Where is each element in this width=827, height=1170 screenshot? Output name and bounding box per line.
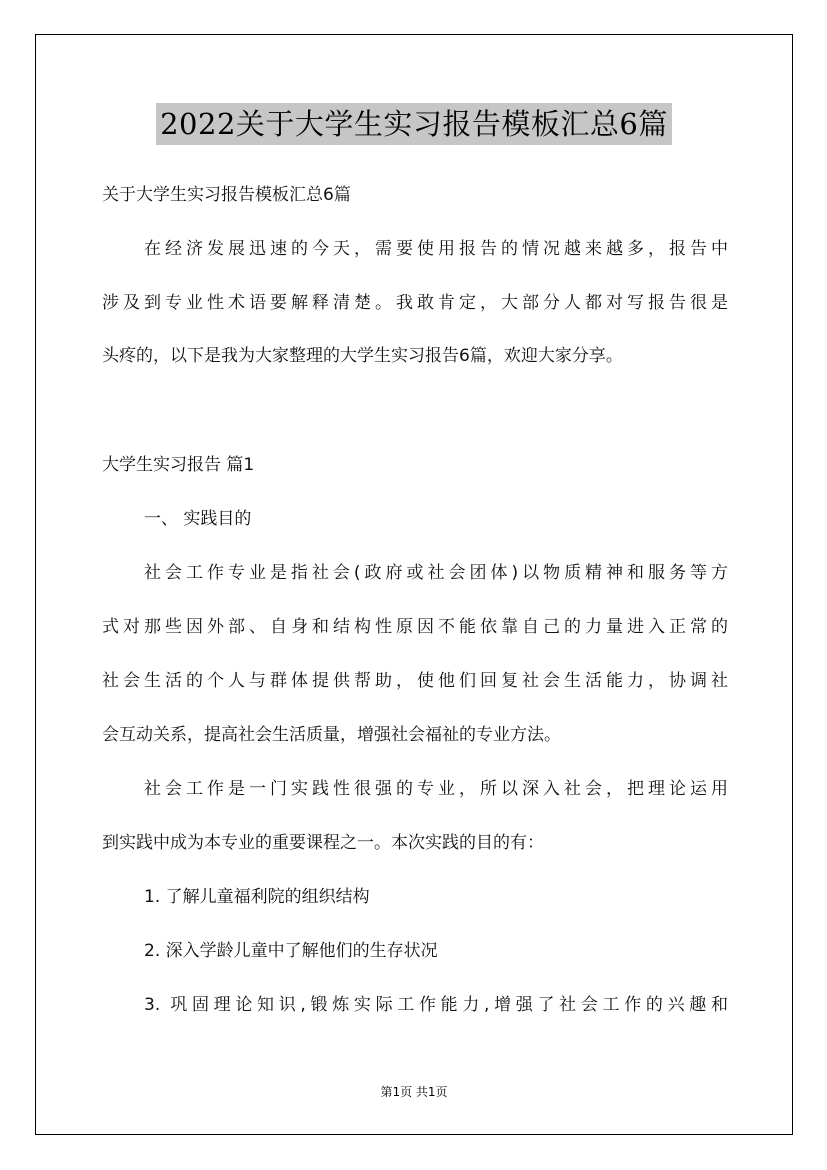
intro-line-1: 在经济发展迅速的今天，需要使用报告的情况越来越多，报告中 <box>144 239 728 259</box>
subtitle-line: 关于大学生实习报告模板汇总6篇 <box>102 185 351 205</box>
subsection-heading: 一、 实践目的 <box>144 509 252 529</box>
intro-line-2: 涉及到专业性术语要解释清楚。我敢肯定，大部分人都对写报告很是 <box>102 293 728 313</box>
paragraph-1-line-1: 社会工作专业是指社会(政府或社会团体)以物质精神和服务等方 <box>144 563 728 583</box>
paragraph-1-line-2: 式对那些因外部、自身和结构性原因不能依靠自己的力量进入正常的 <box>102 617 728 637</box>
list-item-3: 3. 巩固理论知识,锻炼实际工作能力,增强了社会工作的兴趣和 <box>144 995 728 1015</box>
list-item-2: 2. 深入学龄儿童中了解他们的生存状况 <box>144 941 438 961</box>
paragraph-2-line-1: 社会工作是一门实践性很强的专业，所以深入社会，把理论运用 <box>144 779 728 799</box>
page-footer: 第1页 共1页 <box>380 1085 448 1099</box>
page-border <box>35 34 793 1135</box>
paragraph-1-line-4: 会互动关系，提高社会生活质量，增强社会福祉的专业方法。 <box>102 725 561 745</box>
list-item-1: 1. 了解儿童福利院的组织结构 <box>144 887 370 907</box>
document-title: 2022关于大学生实习报告模板汇总6篇 <box>156 103 672 145</box>
paragraph-2-line-2: 到实践中成为本专业的重要课程之一。本次实践的目的有： <box>102 833 544 853</box>
intro-line-3: 头疼的，以下是我为大家整理的大学生实习报告6篇，欢迎大家分享。 <box>102 346 623 366</box>
title-container <box>36 103 792 145</box>
section-heading: 大学生实习报告 篇1 <box>102 455 255 475</box>
paragraph-1-line-3: 社会生活的个人与群体提供帮助，使他们回复社会生活能力，协调社 <box>102 671 728 691</box>
